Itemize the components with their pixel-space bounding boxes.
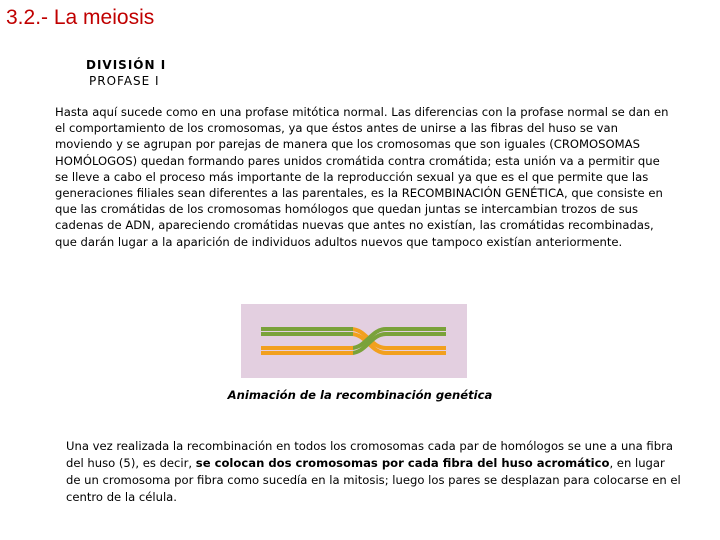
- recombined-chromatid-orange: [261, 329, 446, 348]
- para2-bold: se colocan dos cromosomas por cada fibra del huso acromático: [195, 456, 610, 470]
- recombined-chromatid-green-2: [261, 334, 446, 353]
- recombined-chromatid-orange-2: [261, 334, 446, 353]
- recombined-chromatid-green: [261, 329, 446, 348]
- recombination-figure: [241, 304, 467, 378]
- section-subheading: PROFASE I: [89, 74, 160, 88]
- para2-text-2: , en lugar de un cromosoma por fibra como sucedía en la mitosis; luego los pares se desplazan para colocarse en el centro de la célula.: [66, 456, 681, 504]
- figure-caption: Animación de la recombinación genética: [227, 388, 493, 402]
- chromosome-crossover-image: [241, 304, 467, 378]
- paragraph-recombination: [66, 438, 681, 506]
- section-heading: DIVISIÓN I: [86, 58, 167, 72]
- para2-text-1: Una vez realizada la recombinación en todos los cromosomas cada par de homólogos se une a una fibra del huso (5), es decir,: [66, 439, 673, 470]
- page-title: 3.2.- La meiosis: [6, 6, 155, 29]
- paragraph-profase: Hasta aquí sucede como en una profase mitótica normal. Las diferencias con la profase normal se dan en el comportamiento de los cromosomas, ya que éstos antes de unirse a las fibras del huso se van moviendo y se agrupan por parejas de manera que los cromosomas que son iguales (CROMOSOMAS HOMÓLOGOS) quedan formando pares unidos cromátida contra cromátida; esta unión va a permitir que se lleve a cabo el proceso más importante de la reproducción sexual ya que es el que permite que las generaciones filiales sean diferentes a las parentales, es la RECOMBINACIÓN GENÉTICA, que consiste en que las cromátidas de los cromosomas homólogos que quedan juntas se intercambian trozos de sus cadenas de ADN, apareciendo cromátidas nuevas que antes no existían, las cromátidas recombinadas, que darán lugar a la aparición de individuos adultos nuevos que tampoco existían anteriormente.: [55, 105, 669, 249]
